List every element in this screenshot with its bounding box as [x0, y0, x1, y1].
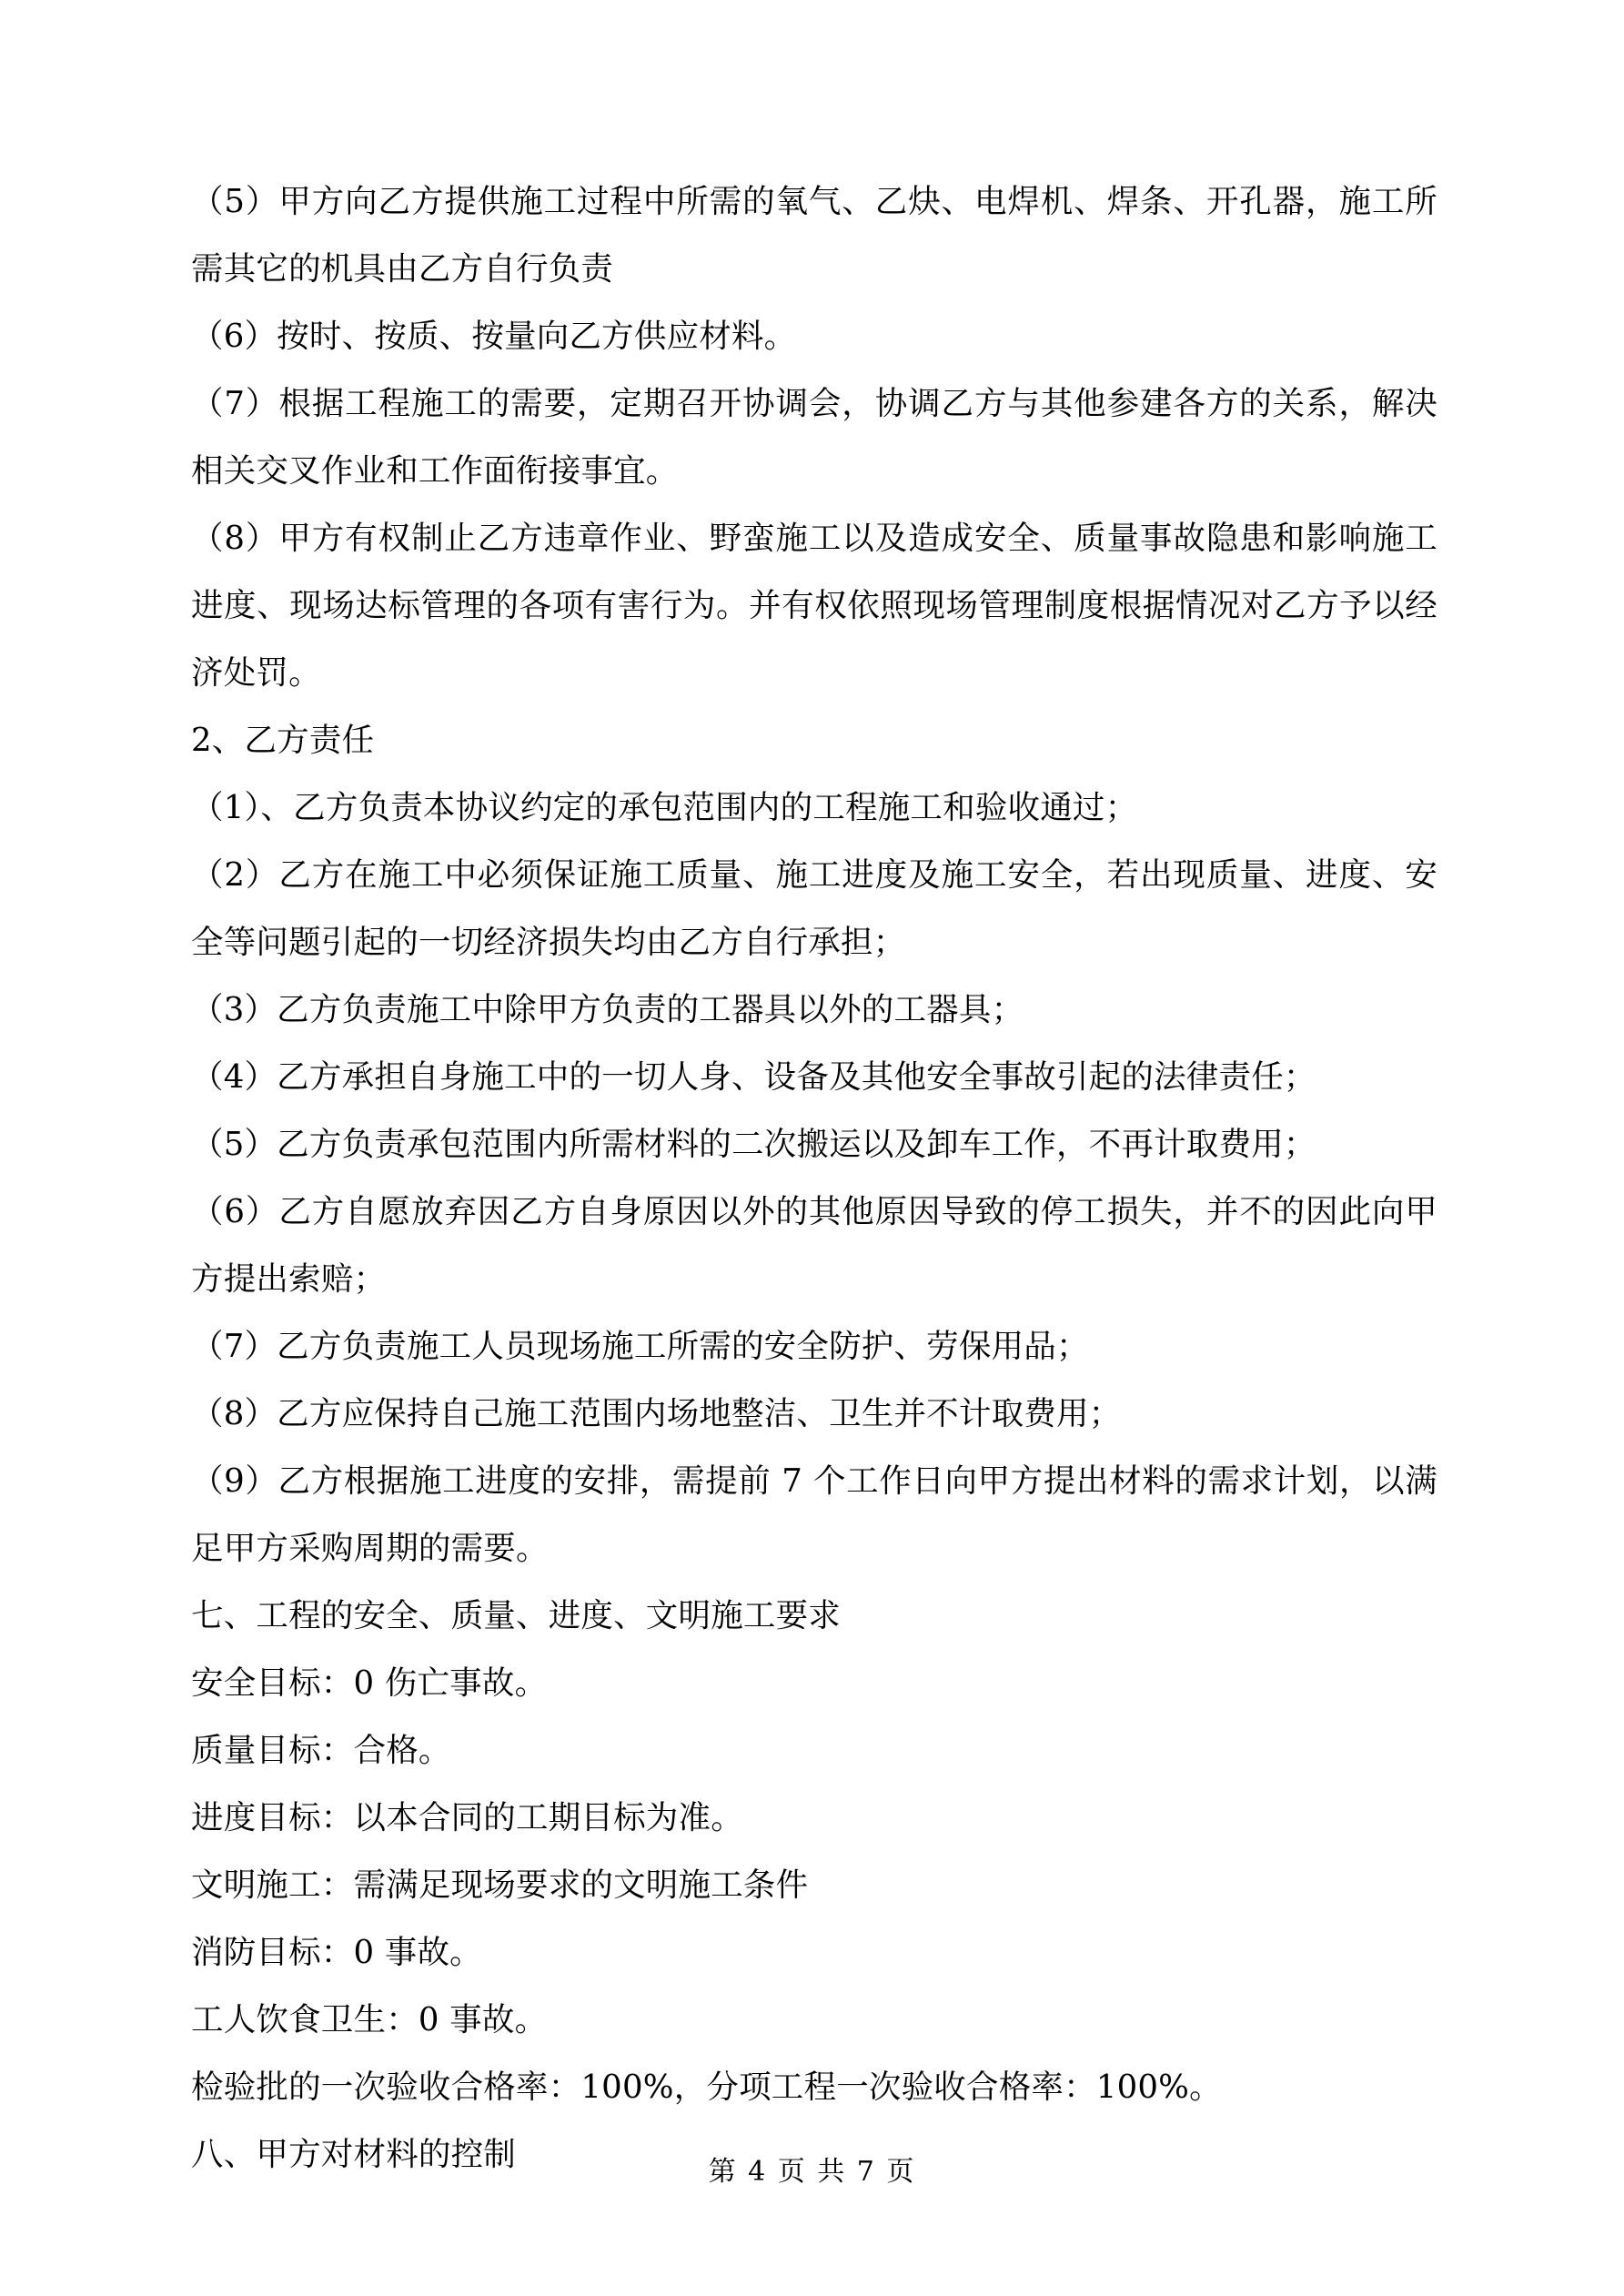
paragraph: （9）乙方根据施工进度的安排，需提前 7 个工作日向甲方提出材料的需求计划，以满足甲方采购周期的需要。	[191, 1462, 1437, 1567]
paragraph: （7）乙方负责施工人员现场施工所需的安全防护、劳保用品；	[191, 1328, 1089, 1365]
section-heading: 八、甲方对材料的控制	[191, 2136, 517, 2173]
section-heading: 2、乙方责任	[191, 722, 375, 759]
paragraph: （1）、乙方负责本协议约定的承包范围内的工程施工和验收通过；	[191, 789, 1138, 826]
paragraph: （6）乙方自愿放弃因乙方自身原因以外的其他原因导致的停工损失，并不的因此向甲方提出索赔；	[191, 1193, 1437, 1298]
paragraph: （7）根据工程施工的需要，定期召开协调会，协调乙方与其他参建各方的关系，解决相关交叉作业和工作面衔接事宜。	[191, 385, 1437, 490]
paragraph: （5）甲方向乙方提供施工过程中所需的氧气、乙炔、电焊机、焊条、开孔器，施工所需其它的机具由乙方自行负责	[191, 183, 1437, 288]
paragraph: 安全目标：0 伤亡事故。	[191, 1664, 548, 1702]
paragraph: 文明施工：需满足现场要求的文明施工条件	[191, 1866, 809, 1904]
paragraph: 工人饮食卫生：0 事故。	[191, 2001, 548, 2038]
paragraph: 检验批的一次验收合格率：100%，分项工程一次验收合格率：100%。	[191, 2068, 1222, 2106]
paragraph: （3）乙方负责施工中除甲方负责的工器具以外的工器具；	[191, 991, 1024, 1028]
paragraph: 进度目标：以本合同的工期目标为准。	[191, 1799, 743, 1836]
paragraph: （6）按时、按质、按量向乙方供应材料。	[191, 318, 797, 355]
paragraph: （8）乙方应保持自己施工范围内场地整洁、卫生并不计取费用；	[191, 1395, 1122, 1432]
document-body	[191, 168, 1437, 2189]
page-footer: 第 4 页 共 7 页	[708, 2156, 916, 2188]
paragraph: （5）乙方负责承包范围内所需材料的二次搬运以及卸车工作，不再计取费用；	[191, 1126, 1316, 1163]
paragraph: （4）乙方承担自身施工中的一切人身、设备及其他安全事故引起的法律责任；	[191, 1058, 1316, 1096]
section-heading: 七、工程的安全、质量、进度、文明施工要求	[191, 1597, 842, 1634]
paragraph: （8）甲方有权制止乙方违章作业、野蛮施工以及造成安全、质量事故隐患和影响施工进度、现场达标管理的各项有害行为。并有权依照现场管理制度根据情况对乙方予以经济处罚。	[191, 520, 1437, 692]
paragraph: 消防目标：0 事故。	[191, 1934, 482, 1971]
paragraph: 质量目标：合格。	[191, 1732, 451, 1769]
paragraph: （2）乙方在施工中必须保证施工质量、施工进度及施工安全，若出现质量、进度、安全等问题引起的一切经济损失均由乙方自行承担；	[191, 856, 1437, 961]
